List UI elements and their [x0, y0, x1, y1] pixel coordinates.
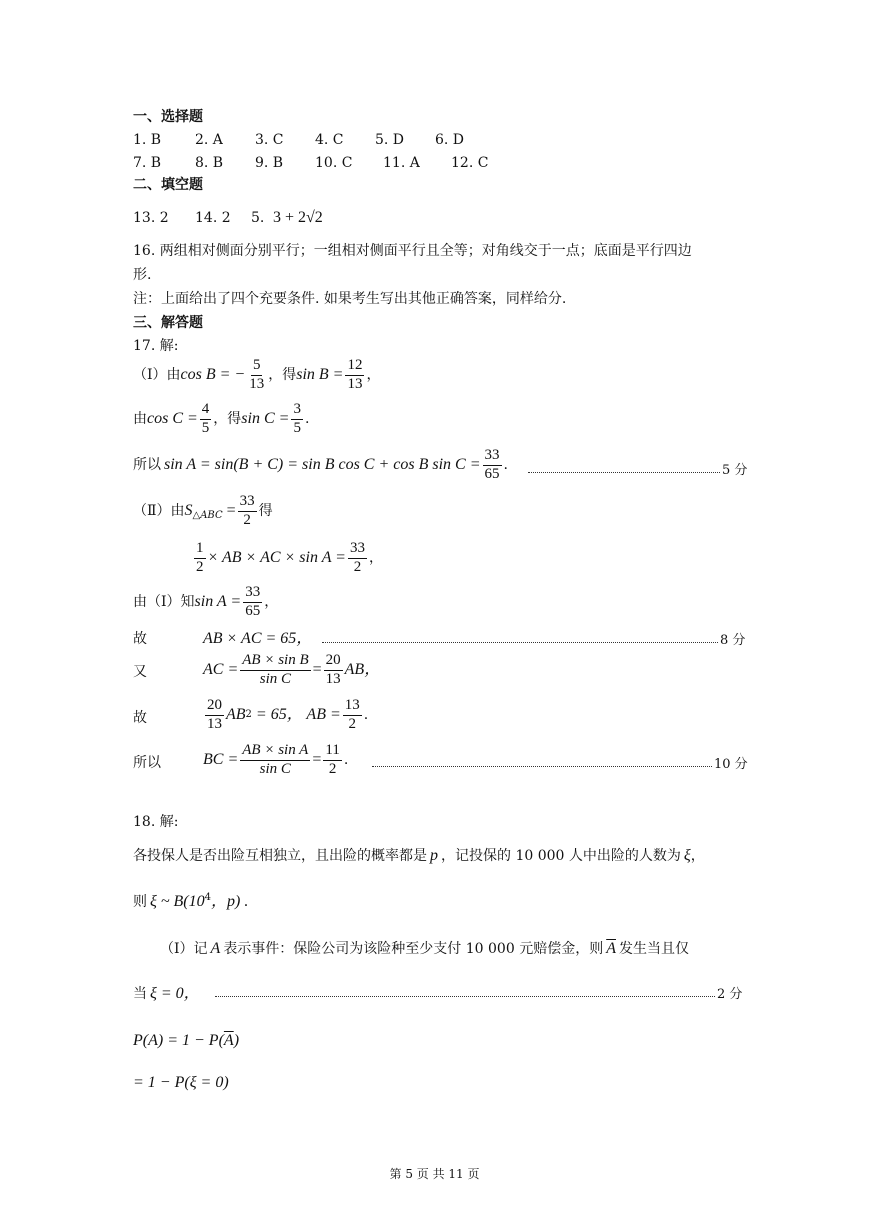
math: AB， — [344, 661, 381, 679]
numerator: 33 — [348, 541, 367, 559]
math: = — [312, 751, 322, 769]
math: ξ — [683, 847, 691, 864]
answer-item: 12. C — [451, 155, 489, 171]
numerator: 12 — [345, 358, 364, 376]
math: AB × AC = 65， — [203, 630, 313, 647]
answer-item: 8. B — [195, 155, 224, 171]
answer-item: 5. D — [375, 132, 405, 148]
denominator: 2 — [243, 511, 251, 528]
denominator: 2 — [348, 715, 357, 732]
math: $\overline{A}$ — [606, 940, 616, 957]
score-mark: 2 分 — [717, 987, 743, 1002]
denominator: 13 — [207, 715, 222, 732]
answer-row-1 — [133, 133, 464, 147]
math: sin A = — [194, 593, 242, 611]
answer-item: 13. 2 — [133, 210, 169, 226]
math: S — [184, 502, 193, 520]
text: ， — [366, 367, 381, 384]
dotted-leader — [215, 996, 715, 997]
denominator: sin C — [259, 760, 291, 777]
q17-line-bc — [203, 743, 348, 778]
fraction — [200, 402, 212, 437]
answer-item: 5. — [251, 210, 265, 226]
denominator: 2 — [328, 760, 337, 777]
text: 发生当且仅 — [618, 941, 689, 957]
answer-item: 6. D — [435, 132, 465, 148]
math: ) — [233, 1032, 240, 1049]
q17-label: 17. 解: — [133, 338, 179, 354]
denominator: 5 — [293, 419, 301, 436]
denominator: 13 — [249, 375, 265, 392]
math: cos C = — [147, 410, 198, 428]
q17-line-sinA — [133, 448, 508, 483]
answer-item: 3. C — [255, 132, 284, 148]
q18-part1-line2 — [133, 986, 200, 1002]
text: ， — [690, 848, 705, 864]
section-title-solve: 三、解答题 — [133, 315, 203, 331]
answer-item: 9. B — [255, 155, 284, 171]
numerator: 20 — [205, 698, 224, 716]
q17-line-from1 — [133, 585, 278, 620]
q16-line2: 形. — [133, 267, 152, 283]
denominator: sin C — [259, 670, 292, 687]
q18-label: 18. 解: — [133, 814, 179, 830]
text: 则 — [133, 894, 147, 910]
text: 由（Ⅰ）知 — [133, 594, 195, 611]
denominator: 13 — [325, 670, 341, 687]
fraction — [194, 541, 206, 576]
text: . — [343, 752, 349, 769]
note-text: 注：上面给出了四个充要条件. 如果考生写出其他正确答案，同样给分. — [133, 291, 567, 307]
math: × AB × AC × sin A = — [207, 549, 346, 567]
text: 由 — [133, 411, 147, 428]
fraction — [345, 358, 364, 393]
numerator: AB × sin A — [240, 743, 310, 761]
text: 所以 — [133, 457, 161, 474]
section-title-fill: 二、填空题 — [133, 177, 203, 193]
math: A — [210, 940, 221, 957]
fraction — [324, 653, 343, 688]
q18-eq1 — [133, 1033, 239, 1049]
fill-answers — [133, 210, 323, 226]
denominator: 2 — [196, 558, 204, 575]
text: . — [503, 457, 508, 474]
fraction — [291, 402, 303, 437]
text: 故 — [133, 710, 147, 726]
answer-item: 10. C — [315, 155, 353, 171]
text: 所以 — [133, 755, 161, 771]
fraction — [240, 743, 310, 778]
numerator: 20 — [324, 653, 343, 671]
math: ，p) . — [210, 893, 249, 910]
dotted-leader — [372, 766, 712, 767]
fraction — [243, 585, 262, 620]
denominator: 13 — [347, 375, 363, 392]
text: . — [304, 411, 310, 428]
score-mark: 5 分 — [722, 463, 748, 478]
page-footer: 第 5 页 共 11 页 — [389, 1167, 480, 1181]
q17-line-cosC — [133, 402, 309, 437]
math: p — [430, 847, 438, 864]
section-title-choice: 一、选择题 — [133, 109, 203, 125]
numerator: 33 — [243, 585, 262, 603]
fraction — [343, 698, 362, 733]
answer-item: 1. B — [133, 132, 162, 148]
math: cos B = − — [180, 366, 246, 384]
fraction — [205, 698, 224, 733]
text: ， — [368, 550, 383, 567]
text: （Ⅱ）由 — [133, 503, 185, 520]
denominator: 2 — [353, 558, 362, 575]
dotted-leader — [528, 472, 720, 473]
text: ，得 — [213, 411, 242, 428]
text: 得 — [258, 503, 273, 520]
score-mark: 8 分 — [720, 633, 746, 648]
q16-line1: 16. 两组相对侧面分别平行；一组相对侧面平行且全等；对角线交于一点；底面是平行四边 — [133, 243, 692, 259]
text: （Ⅰ）由 — [133, 367, 181, 384]
denominator: 5 — [201, 419, 210, 436]
math: = — [312, 661, 322, 679]
q18-eq2: = 1 − P(ξ = 0) — [133, 1074, 229, 1091]
math: sin C = — [241, 410, 290, 428]
numerator: 33 — [238, 494, 257, 512]
math: AC = — [203, 661, 239, 679]
math: P(A) = 1 − P( — [133, 1032, 224, 1049]
answer-item: 11. A — [383, 155, 420, 171]
answer-item: 4. C — [315, 132, 344, 148]
fraction — [483, 448, 502, 483]
math: AB — [226, 706, 246, 724]
numerator: 33 — [483, 448, 502, 466]
text: 当 — [133, 986, 147, 1002]
text: 各投保人是否出险互相独立，且出险的概率都是 — [133, 848, 427, 864]
numerator: AB × sin B — [240, 653, 310, 671]
fraction — [238, 494, 257, 529]
text: ，得 — [268, 367, 297, 384]
answer-item: 7. B — [133, 155, 162, 171]
numerator: 1 — [194, 541, 206, 559]
fraction — [240, 653, 310, 688]
fraction — [323, 743, 341, 778]
math: $\overline{A}$ — [223, 1032, 234, 1049]
answer-item: 14. 2 — [195, 210, 231, 226]
answer-row-2 — [133, 156, 488, 170]
math: sin B = — [296, 366, 344, 384]
math: ξ ~ B(10 — [150, 893, 205, 910]
q17-line-ab — [203, 698, 368, 733]
numerator: 13 — [343, 698, 362, 716]
math: ξ = 0， — [150, 985, 200, 1002]
math: BC = — [203, 751, 239, 769]
text: （Ⅰ）记 — [160, 941, 208, 957]
q17-line-cosB — [133, 358, 380, 393]
text: ，记投保的 10 000 人中出险的人数为 — [441, 848, 681, 864]
numerator: 5 — [251, 358, 263, 376]
text: 故 — [133, 631, 147, 647]
q17-line-area — [133, 494, 273, 529]
math-expression: 3 + 2√2 — [273, 209, 323, 226]
q18-part1-line1 — [160, 941, 689, 957]
fraction — [247, 358, 266, 393]
denominator: 65 — [484, 465, 500, 482]
text: 又 — [133, 664, 147, 680]
q17-line-ac — [203, 653, 380, 688]
math: sin A = sin(B + C) = sin B cos C + cos B sin C = — [164, 456, 481, 474]
text: . — [363, 707, 369, 724]
text: ， — [264, 594, 279, 611]
numerator: 4 — [200, 402, 212, 420]
subscript: △ABC — [192, 510, 223, 522]
math: = 65， AB = — [255, 706, 341, 724]
numerator: 3 — [291, 402, 303, 420]
fraction — [348, 541, 367, 576]
superscript: 2 — [245, 709, 252, 721]
dotted-leader — [322, 642, 718, 643]
q18-line1 — [133, 848, 705, 864]
text: 表示事件：保险公司为该险种至少支付 10 000 元赔偿金，则 — [223, 941, 604, 957]
answer-item: 2. A — [195, 132, 223, 148]
math: = — [226, 502, 236, 520]
q18-line2 — [133, 893, 248, 910]
score-mark: 10 分 — [714, 757, 748, 772]
superscript: 4 — [204, 892, 211, 903]
q17-line-halfproduct — [192, 541, 383, 576]
numerator: 11 — [323, 743, 341, 761]
denominator: 65 — [245, 602, 261, 619]
